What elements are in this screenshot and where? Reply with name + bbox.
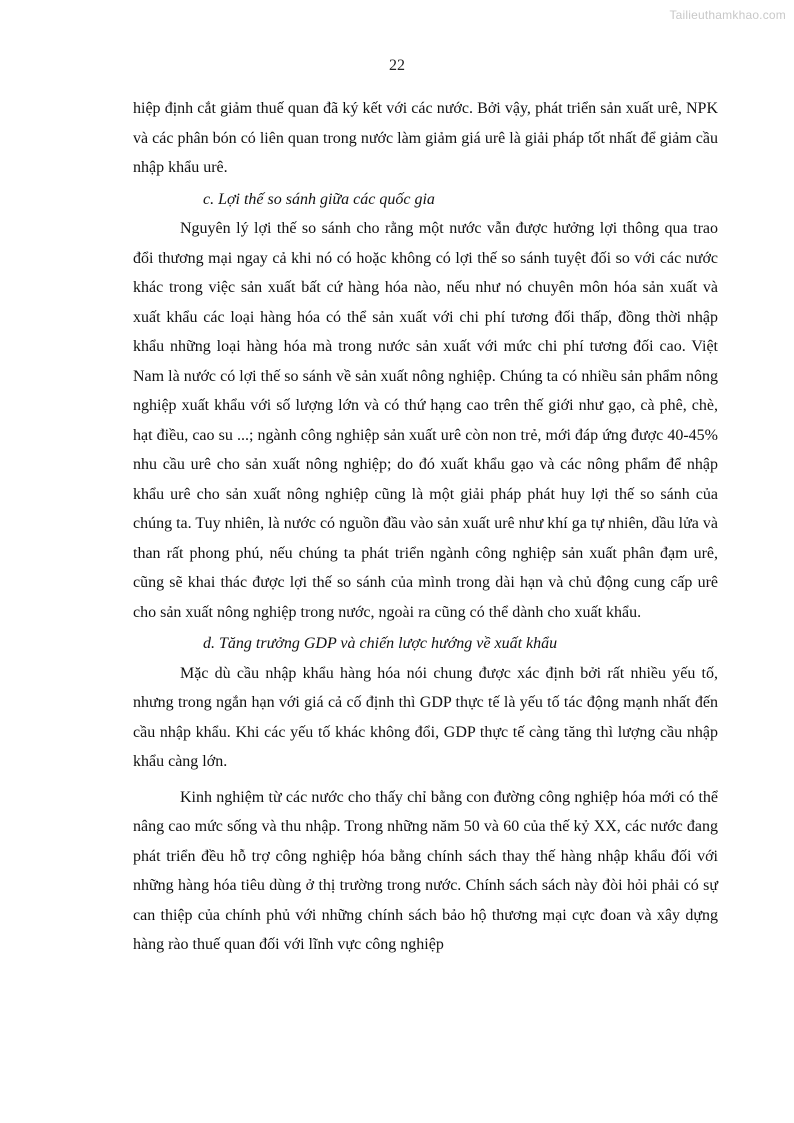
section-heading-c: c. Lợi thế so sánh giữa các quốc gia [203, 190, 435, 208]
paragraph-gdp-import-demand: Mặc dù cầu nhập khẩu hàng hóa nói chung được xác định bởi rất nhiều yếu tố, nhưng trong ngắn hạn với giá cả cố định thì GDP thực tế là yếu tố tác động mạnh nhất đến cầu nhập khẩu. Khi các yếu tố khác không đổi, GDP thực tế càng tăng thì lượng cầu nhập khẩu càng lớn. [133, 664, 718, 770]
section-heading-d: d. Tăng trưởng GDP và chiến lược hướng về xuất khẩu [203, 635, 558, 652]
paragraph-industrialization: Kinh nghiệm từ các nước cho thấy chỉ bằng con đường công nghiệp hóa mới có thể nâng cao mức sống và thu nhập. Trong những năm 50 và 60 của thế kỷ XX, các nước đang phát triển đều hỗ trợ công nghiệp hóa bằng chính sách thay thế hàng nhập khẩu đối với những hàng hóa tiêu dùng ở thị trường trong nước. Chính sách sách này đòi hỏi phải có sự can thiệp của chính phủ với những chính sách bảo hộ thương mại cực đoan và xây dựng hàng rào thuế quan đối với lĩnh vực công nghiệp [133, 788, 718, 953]
paragraph-comparative-advantage: Nguyên lý lợi thế so sánh cho rằng một nước vẫn được hưởng lợi thông qua trao đổi thương mại ngay cả khi nó có hoặc không có lợi thế so sánh tuyệt đối so với các nước khác trong việc sản xuất bất cứ hàng hóa nào, nếu như nó chuyên môn hóa sản xuất và xuất khẩu các loại hàng hóa có thể sản xuất với chi phí tương đối thấp, đồng thời nhập khẩu những loại hàng hóa mà trong nước sản xuất với mức chi phí tương đối cao. Việt Nam là nước có lợi thế so sánh về sản xuất nông nghiệp. Chúng ta có nhiều sản phẩm nông nghiệp xuất khẩu với số lượng lớn và có thứ hạng cao trên thế giới như gạo, cà phê, chè, hạt điều, cao su ...; ngành công nghiệp sản xuất urê còn non trẻ, mới đáp ứng được 40-45% nhu cầu urê cho sản xuất nông nghiệp; do đó xuất khẩu gạo và các nông phẩm để nhập khẩu urê cho sản xuất nông nghiệp cũng là một giải pháp phát huy lợi thế so sánh của chúng ta. Tuy nhiên, là nước có nguồn đầu vào sản xuất urê như khí ga tự nhiên, dầu lửa và than rất phong phú, nếu chúng ta phát triển ngành công nghiệp sản xuất phân đạm urê, cũng sẽ khai thác được lợi thế so sánh của mình trong dài hạn và chủ động cung cấp urê cho sản xuất nông nghiệp trong nước, ngoài ra cũng có thể dành cho xuất khẩu. [133, 220, 718, 621]
paragraph-continued: hiệp định cắt giảm thuế quan đã ký kết với các nước. Bởi vậy, phát triển sản xuất urê, NPK và các phân bón có liên quan trong nước làm giảm giá urê là giải pháp tốt nhất để giảm cầu nhập khẩu urê. [133, 100, 718, 176]
document-body [133, 94, 718, 960]
watermark: Tailieuthamkhao.com [669, 8, 786, 22]
page-number: 22 [389, 57, 405, 74]
